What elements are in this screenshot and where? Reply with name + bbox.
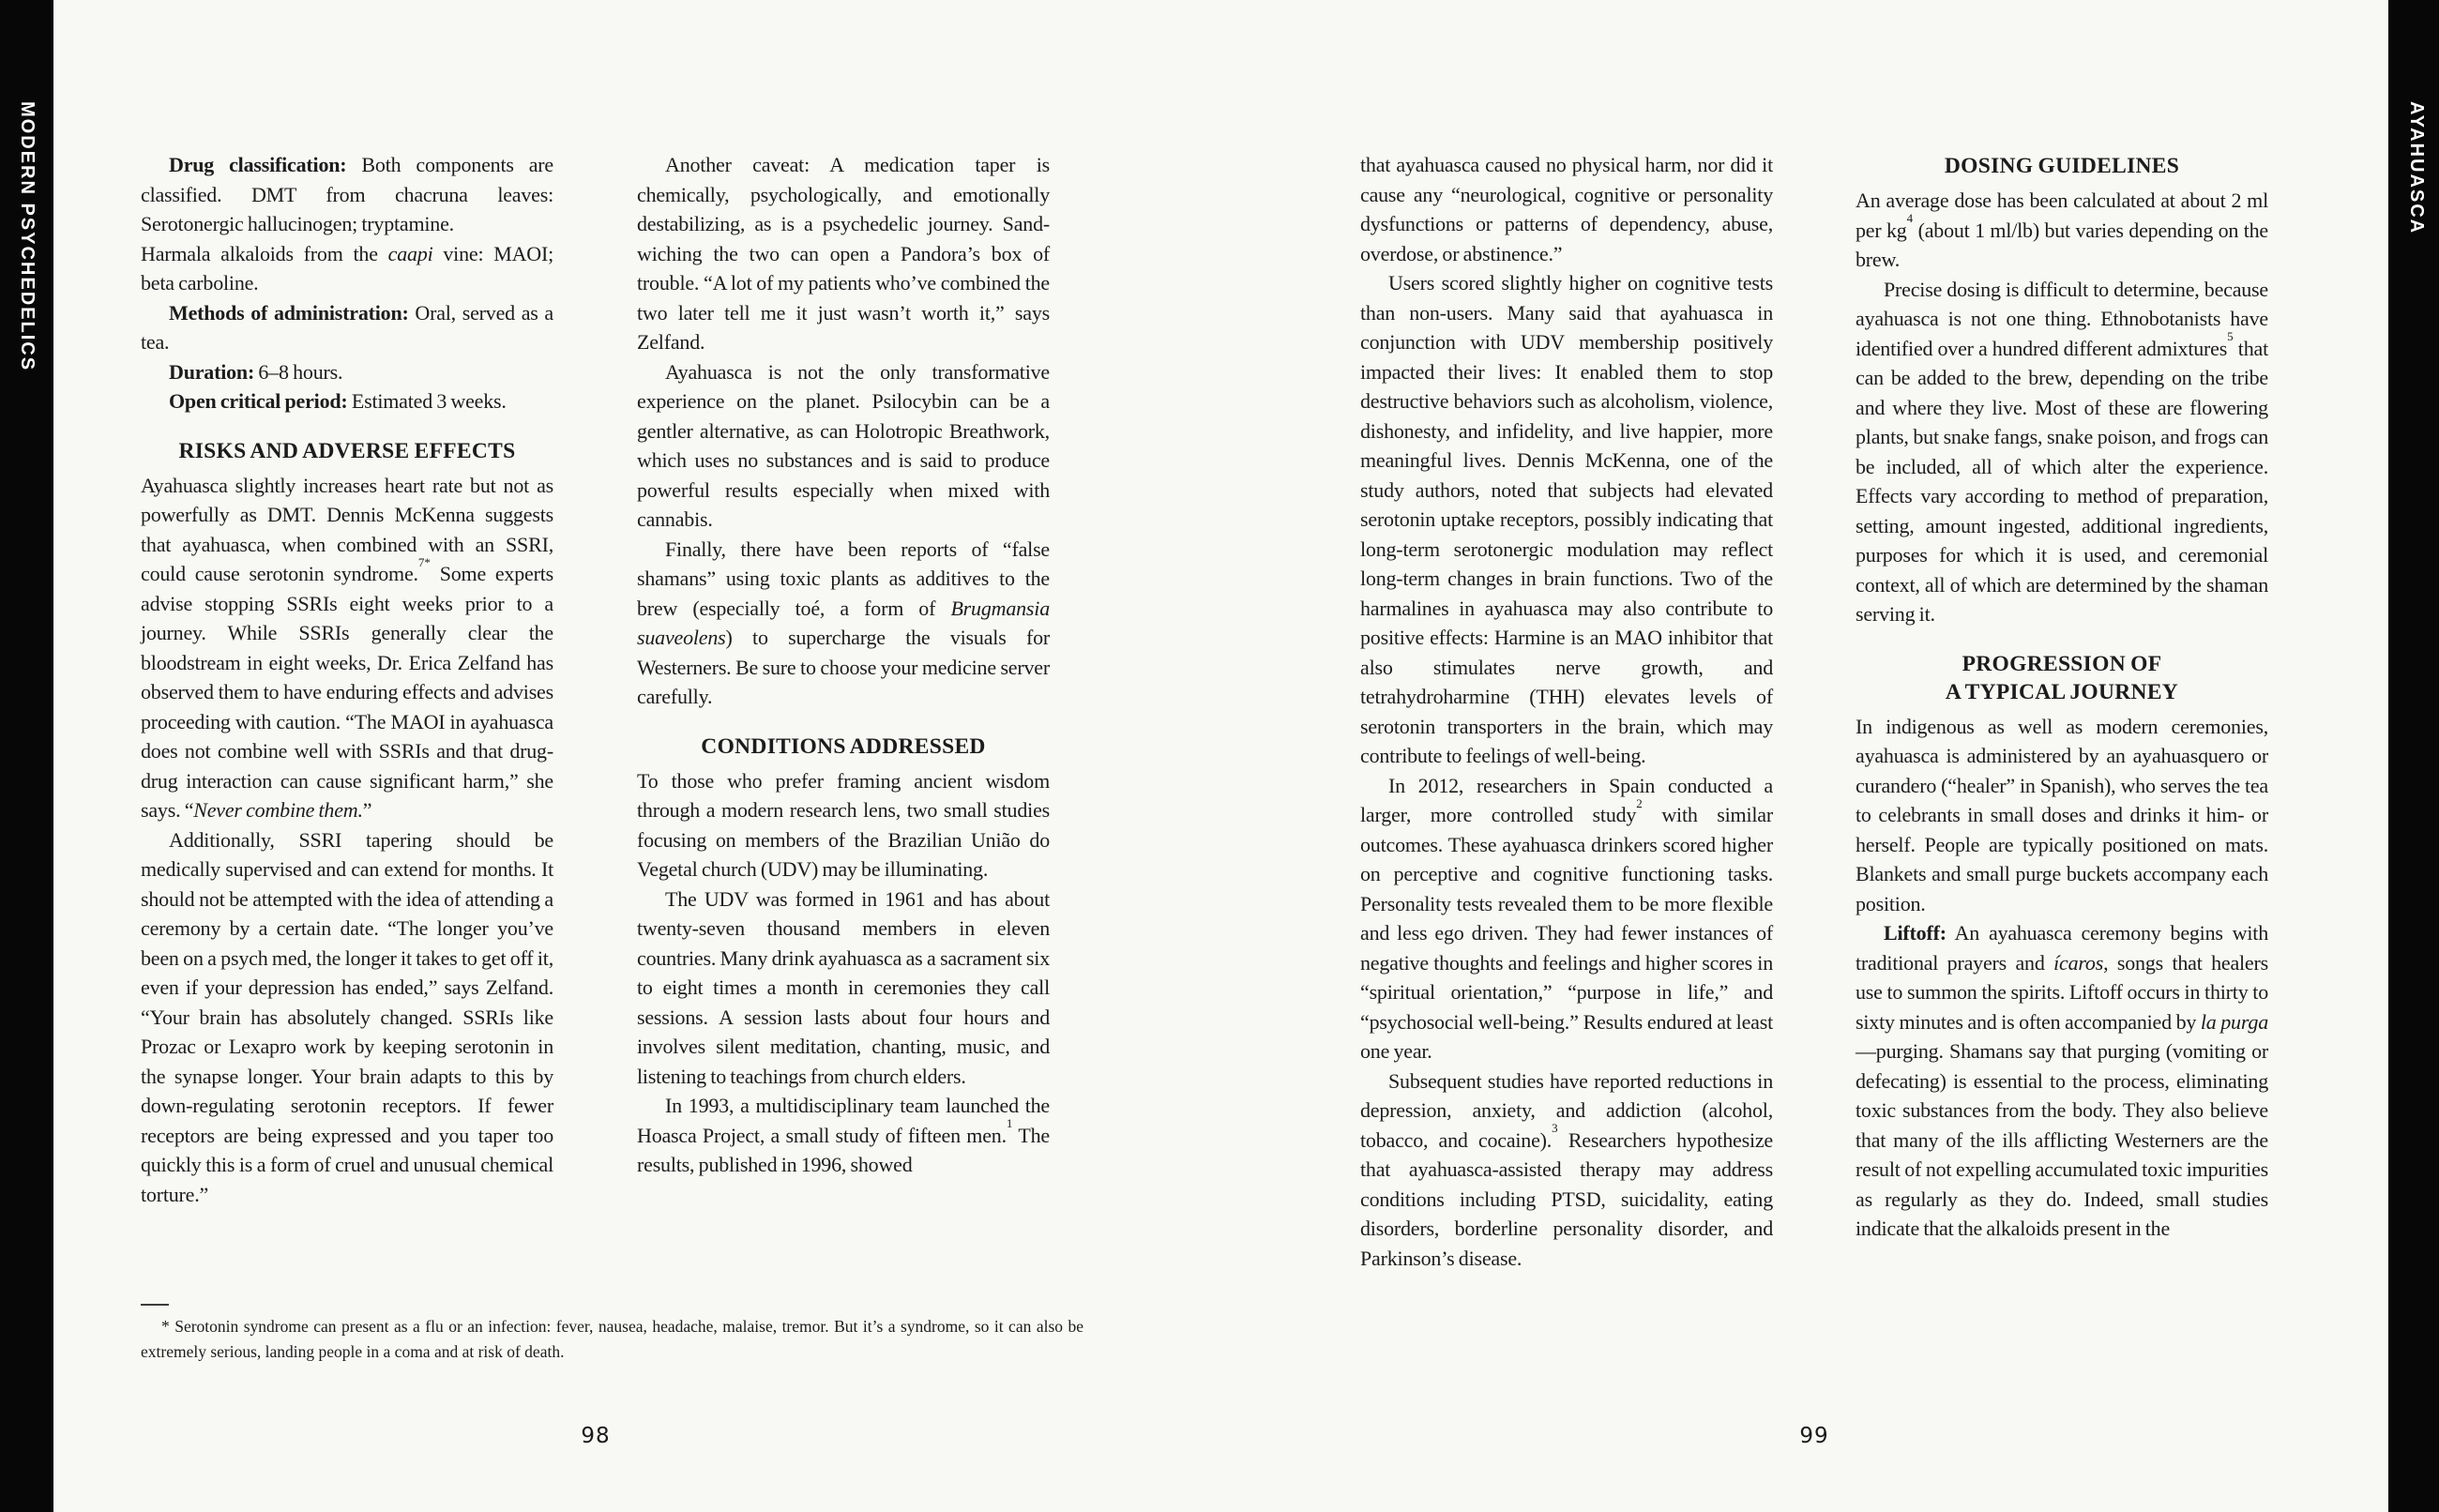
paragraph bbox=[1856, 712, 2268, 919]
text-run: The results, published in 1996, showed bbox=[637, 1123, 1050, 1176]
text-run: * Serotonin syndrome can present as a flu or an infection: fever, nausea, headache, malaise, tremor. But it’s a syndrome, so it can also be extremely serious, landing people in a coma and at risk of death. bbox=[141, 1317, 1083, 1361]
page98-column-2 bbox=[637, 150, 1050, 1180]
paragraph bbox=[637, 150, 1050, 357]
paragraph bbox=[1856, 275, 2268, 629]
text-run: Harmala alkaloids from the bbox=[141, 241, 388, 265]
paragraph bbox=[1856, 186, 2268, 275]
text-run: Ayahuasca slightly increases heart rate but not as powerfully as DMT. Dennis McKenna suggests that ayahuasca, when combined with an SSRI, could cause serotonin syndrome. bbox=[141, 473, 553, 585]
paragraph bbox=[141, 1314, 1083, 1365]
paragraph bbox=[1360, 150, 1773, 268]
footnote-rule bbox=[141, 1304, 169, 1306]
footnote-marker: 7* bbox=[417, 554, 431, 569]
paragraph bbox=[1360, 771, 1773, 1066]
paragraph bbox=[141, 150, 553, 239]
paragraph bbox=[1360, 268, 1773, 771]
page-number-left: 98 bbox=[581, 1424, 611, 1448]
text-run: Precise dosing is difficult to determine, because ayahuasca is not one thing. Ethnobotanists have identified over a hundred different admixtures bbox=[1856, 277, 2268, 360]
text-run: Some experts advise stopping SSRIs eight weeks prior to a journey. While SSRIs generally clear the bloodstream in eight weeks, Dr. Erica Zelfand has observed them to have enduring effects and advises proceeding with caution. “The MAOI in ayahuasca does not combine well with SSRIs and that drug-drug interaction can cause significant harm,” she says. “ bbox=[141, 562, 553, 822]
paragraph bbox=[637, 357, 1050, 535]
text-run: Oral, served as a tea. bbox=[141, 300, 553, 354]
book-title-vertical-label: MODERN PSYCHEDELICS bbox=[17, 101, 38, 372]
paragraph bbox=[141, 825, 553, 1210]
text-run: Open critical period: bbox=[169, 389, 348, 413]
text-run: vine: MAOI; beta carboline. bbox=[141, 241, 553, 295]
text-run: In indigenous as well as modern ceremonies, ayahuasca is administered by an ayahuasquero or curandero (“healer” in Spanish), who serves the tea to celebrants in small doses and drinks it him- or herself. People are typically positioned on mats. Blankets and small purge buckets accompany each position. bbox=[1856, 714, 2268, 915]
paragraph bbox=[141, 471, 553, 825]
paragraph bbox=[141, 357, 553, 387]
text-run: la purga bbox=[2200, 1009, 2268, 1034]
text-run: In 1993, a multidisciplinary team launched the Hoasca Project, a small study of fifteen men. bbox=[637, 1094, 1050, 1147]
text-run: Researchers hypothesize that ayahuasca-assisted therapy may address conditions including PTSD, suicidality, eating disorders, borderline personality disorder, and Parkinson’s disease. bbox=[1360, 1127, 1773, 1270]
text-run: Never combine them. bbox=[193, 798, 363, 822]
text-run: with similar outcomes. These ayahuasca drinkers scored higher on perceptive and cognitive functioning tasks. Personality tests revealed them to be more flexible and less ego driven. They had fewer instances of negative thoughts and feelings and higher scores in “spiritual orientation,” “purpose in life,” and “psychosocial well-being.” Results endured at least one year. bbox=[1360, 803, 1773, 1063]
paragraph bbox=[141, 298, 553, 357]
section-heading: CONDITIONS ADDRESSED bbox=[701, 733, 986, 759]
footnote-marker: 4 bbox=[1906, 211, 1914, 226]
text-run: Estimated 3 weeks. bbox=[347, 389, 507, 413]
footnote-marker: 5 bbox=[2227, 329, 2234, 344]
text-run: —purging. Shamans say that purging (vomiting or defecating) is essential to the process, eliminating toxic substances from the body. They also believe that many of the ills afflicting Westerners are the result of not expelling accumulated toxic impurities as regularly as they do. Indeed, small studies indicate that the alkaloids present in the bbox=[1856, 1039, 2268, 1240]
paragraph bbox=[637, 535, 1050, 712]
text-run: Brugmansia suaveolens bbox=[637, 596, 1050, 649]
text-run: Another caveat: A medication taper is chemically, psychologically, and emotionally destabilizing, as is a psychedelic journey. Sand-wiching the two can open a Pandora’s box of trouble. “A lot of my patients who’ve combined the two later tell me it just wasn’t worth it,” says Zelfand. bbox=[637, 153, 1050, 354]
chapter-title-vertical-label: AYAHUASCA bbox=[2406, 101, 2427, 235]
text-run: that can be added to the brew, depending on the tribe and where they live. Most of these are flowering plants, but snake fangs, snake poison, and frogs can be included, all of which alter the experience. Effects vary according to method of preparation, setting, amount ingested, additional ingredients, purposes for which it is used, and ceremonial context, all of which are determined by the shaman serving it. bbox=[1856, 336, 2268, 626]
text-run: Ayahuasca is not the only transformative experience on the planet. Psilocybin can be a gentler alternative, as can Holotropic Breathwork, which uses no substances and is said to produce powerful results especially when mixed with cannabis. bbox=[637, 359, 1050, 531]
footnote-marker: 1 bbox=[1006, 1116, 1013, 1131]
text-run: Both components are classified. DMT from chacruna leaves: Serotonergic hallucinogen; tryptamine. bbox=[141, 153, 553, 235]
text-run: 6–8 hours. bbox=[254, 359, 343, 384]
text-run: To those who prefer framing ancient wisdom through a modern research lens, two small studies focusing on members of the Brazilian União do Vegetal church (UDV) may be illuminating. bbox=[637, 768, 1050, 881]
text-run: Additionally, SSRI tapering should be medically supervised and can extend for months. It should not be attempted with the idea of attending a ceremony by a certain date. “The longer you’ve been on a psych med, the longer it takes to get off it, even if your depression has ended,” says Zelfand. “Your brain has absolutely changed. SSRIs like Prozac or Lexapro work by keeping serotonin in the synapse longer. Your brain adapts to this by down-regulating serotonin receptors. If fewer receptors are being expressed and you taper too quickly this is a form of cruel and unusual chemical torture.” bbox=[141, 827, 553, 1206]
text-run: caapi bbox=[387, 241, 433, 265]
text-run: ” bbox=[362, 798, 372, 822]
text-run: The UDV was formed in 1961 and has about twenty-seven thousand members in eleven countries. Many drink ayahuasca as a sacrament six to eight times a month in ceremonies they call sessions. A session lasts about four hours and involves silent meditation, chanting, music, and listening to teachings from church elders. bbox=[637, 886, 1050, 1088]
text-run: An average dose has been calculated at about 2 ml per kg bbox=[1856, 189, 2268, 242]
paragraph bbox=[1856, 918, 2268, 1244]
paragraph bbox=[637, 1091, 1050, 1180]
text-run: Subsequent studies have reported reductions in depression, anxiety, and addiction (alcohol, tobacco, and cocaine). bbox=[1360, 1068, 1773, 1152]
footnote-block bbox=[141, 1304, 1083, 1365]
text-run: , songs that healers use to summon the spirits. Liftoff occurs in thirty to sixty minutes and is often accompanied by bbox=[1856, 950, 2268, 1034]
footnote-marker: 2 bbox=[1636, 795, 1643, 810]
text-run: Users scored slightly higher on cognitive tests than non-users. Many said that ayahuasca in conjunction with UDV membership positively impacted their lives: It enabled them to stop destructive behaviors such as alcoholism, violence, dishonesty, and infidelity, and live happier, more meaningful lives. Dennis McKenna, one of the study authors, noted that subjects had elevated serotonin uptake receptors, possibly indicating that long-term serotonergic modulation may reflect long-term changes in brain functions. Two of the harmalines in ayahuasca may also contribute to positive effects: Harmine is an MAO inhibitor that also stimulates nerve growth, and tetrahydroharmine (THH) elevates levels of serotonin transporters in the brain, which may contribute to feelings of well-being. bbox=[1360, 271, 1773, 767]
page-number-right: 99 bbox=[1799, 1424, 1829, 1448]
section-heading: RISKS AND ADVERSE EFFECTS bbox=[178, 438, 516, 463]
text-run: ícaros bbox=[2053, 950, 2104, 975]
text-run: An ayahuasca ceremony begins with traditional prayers and bbox=[1856, 921, 2268, 975]
text-run: that ayahuasca caused no physical harm, nor did it cause any “neurological, cognitive or personality dysfunctions or patterns of dependency, abuse, overdose, or abstinence.” bbox=[1360, 153, 1773, 265]
footnote-text bbox=[141, 1314, 1083, 1365]
text-run: Finally, there have been reports of “false shamans” using toxic plants as additives to the brew (especially toé, a form of bbox=[637, 537, 1050, 620]
text-run: Methods of administration: bbox=[169, 300, 409, 325]
paragraph bbox=[637, 885, 1050, 1092]
text-run: (about 1 ml/lb) but varies depending on the brew. bbox=[1856, 218, 2268, 271]
footnote-marker: 3 bbox=[1552, 1121, 1558, 1136]
section-heading: PROGRESSION OF A TYPICAL JOURNEY bbox=[1945, 651, 2179, 704]
text-run: In 2012, researchers in Spain conducted a larger, more controlled study bbox=[1360, 773, 1773, 826]
page98-column-1 bbox=[141, 150, 553, 1209]
text-run: ) to supercharge the visuals for Westerners. Be sure to choose your medicine server carefully. bbox=[637, 626, 1050, 708]
paragraph bbox=[1360, 1066, 1773, 1274]
paragraph bbox=[141, 386, 553, 416]
paragraph bbox=[637, 766, 1050, 885]
page99-column-2 bbox=[1856, 150, 2268, 1244]
text-run: Liftoff: bbox=[1884, 921, 1947, 945]
paragraph bbox=[141, 239, 553, 298]
page99-column-1 bbox=[1360, 150, 1773, 1273]
text-run: Duration: bbox=[169, 359, 255, 384]
text-run: Drug classification: bbox=[169, 153, 347, 176]
section-heading: DOSING GUIDELINES bbox=[1944, 154, 2180, 178]
